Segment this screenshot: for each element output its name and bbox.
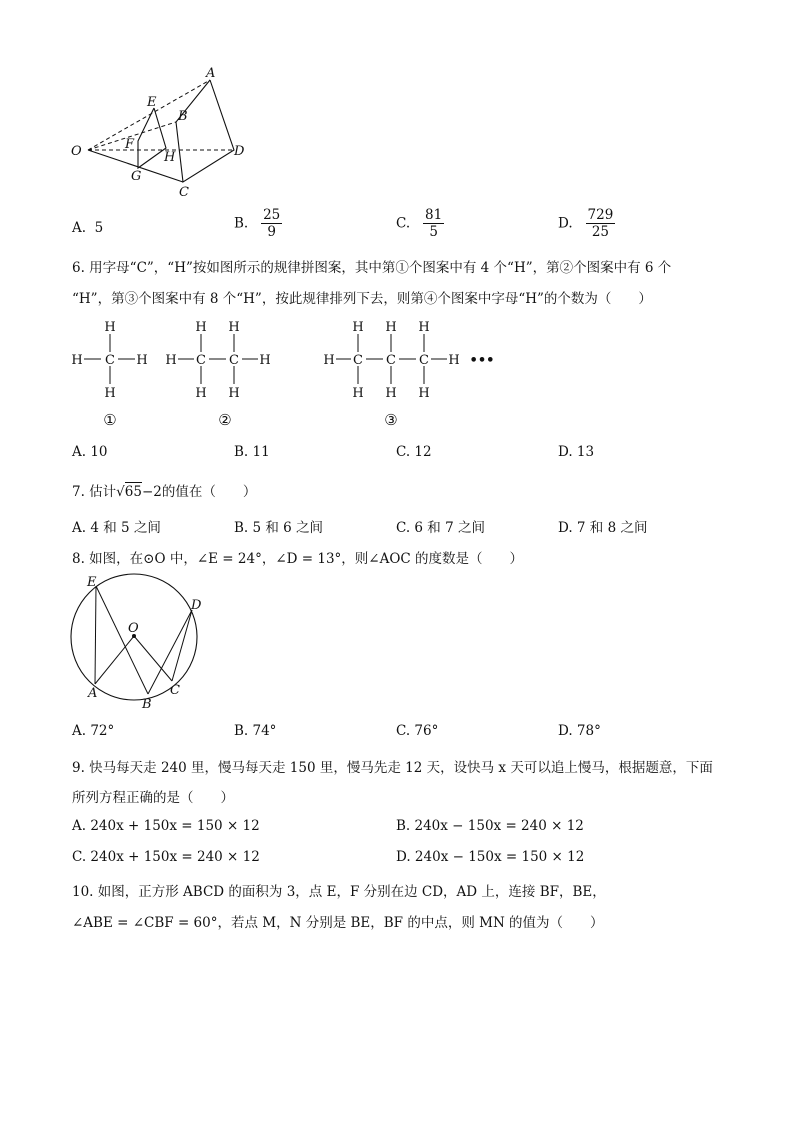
q8-label-o: O [128,621,139,636]
q6-text-line2: “H”，第③个图案中有 8 个“H”，按此规律排列下去，则第④个图案中字母“H”的个数为（ ） [72,291,652,307]
q6-label-2: ② [218,411,232,429]
q9-option-a[interactable]: A. 240x + 150x = 150 × 12 [72,818,260,834]
q6-p3-h-top2: H [385,320,397,335]
q8-label-a: A [88,686,98,701]
q6-p2-c2: C [229,353,239,368]
q6-p3-h-bot3: H [418,386,430,401]
q7-option-a[interactable]: A. 4 和 5 之间 [72,520,161,536]
q6-p3-h-right: H [448,353,460,368]
q5-label-b: B [178,109,188,124]
q8-option-b[interactable]: B. 74° [234,723,277,739]
q6-p1-h-top: H [104,320,116,335]
q5-option-a-value: 5 [94,220,104,236]
q6-option-d[interactable]: D. 13 [558,444,595,460]
q5-option-b-fraction: $\frac{25}{9}$ [263,207,281,241]
q6-label-3: ③ [384,411,398,429]
q7-prefix: 7. 估计 [72,484,117,500]
q5-quad-efgh [138,108,166,168]
q8-option-a[interactable]: A. 72° [72,723,115,739]
q10-text-line1: 10. 如图，正方形 ABCD 的面积为 3，点 E，F 分别在边 CD，AD 上，连接 BF，BE， [72,884,606,900]
q6-p2-c1: C [196,353,206,368]
q6-p3-h-bot2: H [385,386,397,401]
q6-label-1: ① [103,411,117,429]
q8-figure [62,568,222,713]
q5-quad-abcd [176,80,234,182]
q9-option-d[interactable]: D. 240x − 150x = 150 × 12 [396,849,585,865]
q5-label-g: G [131,169,142,184]
q6-option-c[interactable]: C. 12 [396,444,432,460]
q5-option-a-letter: A. [72,220,87,236]
q8-option-c[interactable]: C. 76° [396,723,439,739]
q5-label-o: O [71,144,82,159]
q5-option-b-letter: B. [234,215,249,232]
q5-option-b[interactable] [234,208,282,239]
q5-ray-oa [88,80,210,150]
q5-option-d-letter: D. [558,215,573,232]
q6-p1-h-bottom: H [104,386,116,401]
q5-option-a[interactable] [72,220,103,236]
q9-text-line2: 所列方程正确的是（ ） [72,790,234,806]
q6-p2-h-top1: H [195,320,207,335]
q5-option-c-fraction: $\frac{81}{5}$ [425,207,443,241]
q6-option-a[interactable]: A. 10 [72,444,108,460]
q7-text [72,480,256,500]
q6-p2-h-bot1: H [195,386,207,401]
q6-option-b[interactable]: B. 11 [234,444,270,460]
q7-option-d[interactable]: D. 7 和 8 之间 [558,520,648,536]
q5-option-d-fraction: $\frac{729}{25}$ [587,207,614,241]
q6-p3-h-bot1: H [352,386,364,401]
q8-label-c: C [170,683,180,698]
q5-label-f: F [125,137,135,152]
q5-label-e: E [147,95,157,110]
q5-label-h: H [164,150,176,165]
q6-p1-c: C [105,353,115,368]
q7-radicand: 65 [124,484,142,500]
q6-p1-h-right: H [136,353,148,368]
q5-option-c-letter: C. [396,215,411,232]
q8-option-d[interactable]: D. 78° [558,723,601,739]
q5-label-d: D [234,144,245,159]
q6-p2-h-bot2: H [228,386,240,401]
q8-label-b: B [142,697,152,712]
q6-ellipsis: ••• [469,353,495,368]
q6-p3-c3: C [419,353,429,368]
q5-label-a: A [206,66,216,81]
q8-label-d: D [191,598,202,613]
q6-p3-c1: C [353,353,363,368]
q5-label-c: C [179,185,189,200]
q6-p2-h-left: H [165,353,177,368]
q7-suffix: 的值在（ ） [161,484,257,500]
q7-sqrt: √65 [116,484,142,500]
q9-option-b[interactable]: B. 240x − 150x = 240 × 12 [396,818,584,834]
q6-p3-h-left: H [323,353,335,368]
q5-figure [60,62,260,202]
q9-option-c[interactable]: C. 240x + 150x = 240 × 12 [72,849,260,865]
q6-p2-h-top2: H [228,320,240,335]
q10-text-line2: ∠ABE = ∠CBF = 60°，若点 M，N 分别是 BE，BF 的中点，则 MN 的值为（ ） [72,915,604,931]
q7-after: −2 [141,484,162,500]
q8-label-e: E [87,575,97,590]
q9-text-line1: 9. 快马每天走 240 里，慢马每天走 150 里，慢马先走 12 天，设快马 x 天可以追上慢马，根据题意，下面 [72,760,713,776]
q7-option-b[interactable]: B. 5 和 6 之间 [234,520,324,536]
q6-figure [60,310,500,435]
q8-text: 8. 如图，在⊙O 中，∠E = 24°，∠D = 13°，则∠AOC 的度数是（ ） [72,551,524,567]
q6-p3-h-top1: H [352,320,364,335]
q6-p3-c2: C [386,353,396,368]
q6-p1-h-left: H [71,353,83,368]
q5-option-c[interactable] [396,208,444,239]
q7-option-c[interactable]: C. 6 和 7 之间 [396,520,485,536]
q5-option-d[interactable] [558,208,615,239]
q6-p2-h-right: H [259,353,271,368]
q6-p3-h-top3: H [418,320,430,335]
q6-text-line1: 6. 用字母“C”，“H”按如图所示的规律拼图案，其中第①个图案中有 4 个“H”，第②个图案中有 6 个 [72,260,672,276]
